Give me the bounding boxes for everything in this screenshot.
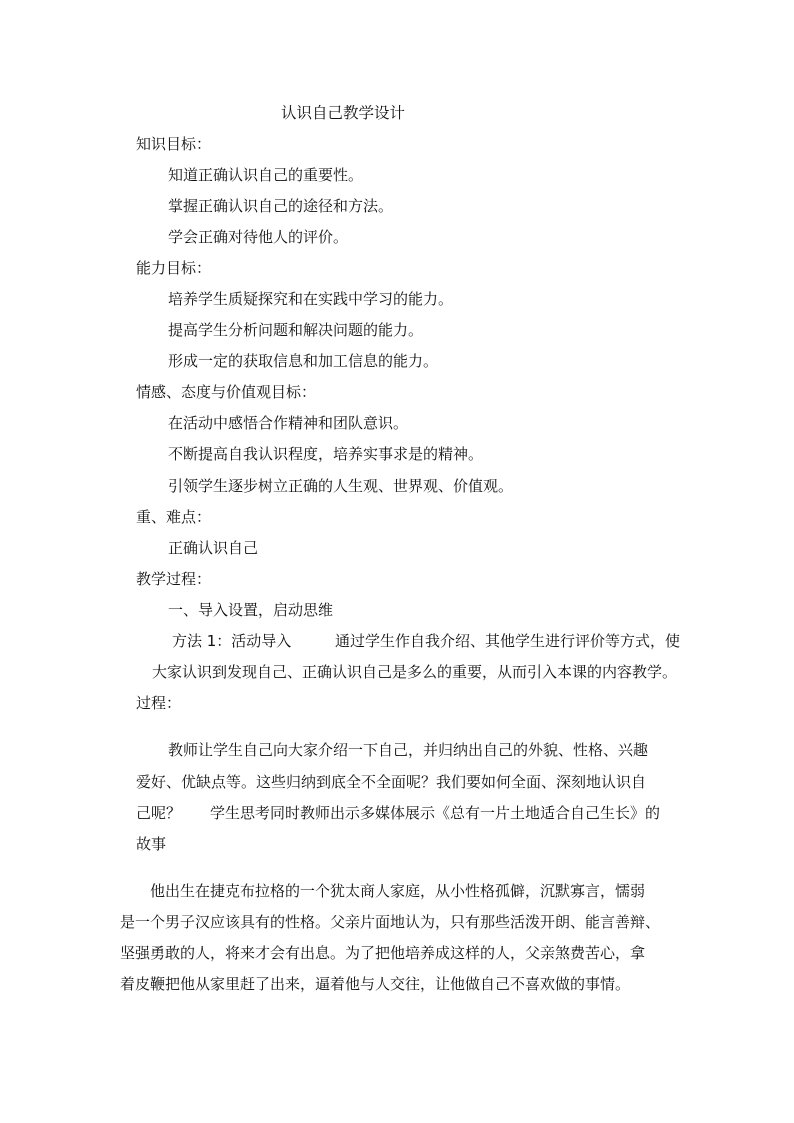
knowledge-item: 学会正确对待他人的评价。 bbox=[168, 228, 349, 246]
emotion-item: 引领学生逐步树立正确的人生观、世界观、价值观。 bbox=[168, 477, 514, 495]
emotion-item: 在活动中感悟合作精神和团队意识。 bbox=[168, 414, 409, 432]
page-title: 认识自己教学设计 bbox=[281, 104, 406, 122]
keypoints-item: 正确认识自己 bbox=[168, 539, 259, 557]
knowledge-item: 掌握正确认识自己的途径和方法。 bbox=[168, 197, 394, 215]
method-text: 大家认识到发现自己、正确认识自己是多么的重要，从而引入本课的内容教学。 bbox=[152, 663, 678, 681]
procedure-line: 己呢？ bbox=[136, 804, 182, 822]
procedure-label: 过程： bbox=[136, 694, 182, 712]
process-heading: 教学过程： bbox=[136, 570, 212, 588]
keypoints-heading: 重、难点： bbox=[136, 508, 212, 526]
story-line: 着皮鞭把他从家里赶了出来，逼着他与人交往，让他做自己不喜欢做的事情。 bbox=[120, 975, 631, 993]
ability-item: 培养学生质疑探究和在实践中学习的能力。 bbox=[168, 290, 454, 308]
method-label: 方法 1：活动导入 bbox=[172, 632, 292, 650]
ability-heading: 能力目标： bbox=[136, 259, 212, 277]
story-line: 坚强勇敢的人，将来才会有出息。为了把他培养成这样的人，父亲煞费苦心，拿 bbox=[120, 944, 646, 962]
process-step: 一、导入设置，启动思维 bbox=[168, 601, 334, 619]
ability-item: 形成一定的获取信息和加工信息的能力。 bbox=[168, 352, 439, 370]
knowledge-heading: 知识目标： bbox=[136, 135, 212, 153]
story-line: 他出生在捷克布拉格的一个犹太商人家庭，从小性格孤僻，沉默寡言，懦弱 bbox=[150, 882, 646, 900]
knowledge-item: 知道正确认识自己的重要性。 bbox=[168, 166, 364, 184]
story-line: 是一个男子汉应该具有的性格。父亲片面地认为，只有那些活泼开朗、能言善辩、 bbox=[120, 913, 661, 931]
procedure-line: 爱好、优缺点等。这些归纳到底全不全面呢？我们要如何全面、深刻地认识自 bbox=[136, 773, 647, 791]
procedure-line: 教师让学生自己向大家介绍一下自己，并归纳出自己的外貌、性格、兴趣 bbox=[168, 741, 649, 759]
method-text: 通过学生作自我介绍、其他学生进行评价等方式，使 bbox=[335, 632, 681, 650]
emotion-item: 不断提高自我认识程度，培养实事求是的精神。 bbox=[168, 445, 484, 463]
procedure-line: 故事 bbox=[136, 835, 167, 853]
ability-item: 提高学生分析问题和解决问题的能力。 bbox=[168, 321, 424, 339]
emotion-heading: 情感、态度与价值观目标： bbox=[136, 383, 317, 401]
procedure-line: 学生思考同时教师出示多媒体展示《总有一片土地适合自己生长》的 bbox=[210, 804, 661, 822]
